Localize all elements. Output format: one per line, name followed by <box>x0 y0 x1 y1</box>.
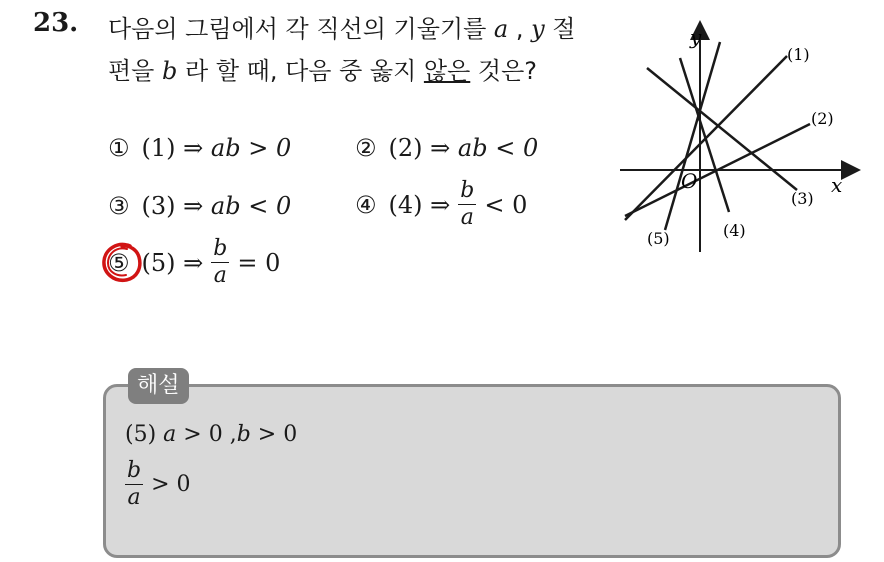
solution-tag: 해설 <box>128 368 189 404</box>
choice-2-number: ② <box>355 134 377 162</box>
question-line1-pre: 다음의 그림에서 각 직선의 기울기를 <box>108 15 494 43</box>
question-line1-post: 절 <box>544 15 576 43</box>
question-line1-mid: , <box>508 15 532 43</box>
origin-label: O <box>681 169 698 193</box>
choice-2-expression: (2) ⇒ ab < 0 <box>388 134 539 162</box>
choice-4-fraction: $\frac{b}{a}$ <box>460 178 475 230</box>
graph-line-5 <box>665 42 720 230</box>
label-line-2: (2) <box>811 109 834 128</box>
answer-mark-circle <box>100 240 144 284</box>
choice-1-number: ① <box>108 134 130 162</box>
choice-1-expression: (1) ⇒ ab > 0 <box>141 134 292 162</box>
label-line-1: (1) <box>787 45 810 64</box>
choice-5-fraction: $\frac{b}{a}$ <box>213 236 228 288</box>
choice-5-number: ⑤ <box>108 248 130 277</box>
question-number: 23. <box>33 8 79 38</box>
solution-line-1: (5) a > 0 ,b > 0 <box>125 422 298 447</box>
question-line2-mid: 라 할 때, 다음 중 옳지 <box>177 57 424 85</box>
label-line-5: (5) <box>647 229 670 248</box>
label-line-4: (4) <box>723 221 746 240</box>
coordinate-graph <box>615 20 865 260</box>
choice-3-expression: (3) ⇒ ab < 0 <box>141 192 292 220</box>
choice-1[interactable] <box>108 134 291 162</box>
question-line-1 <box>108 8 608 50</box>
choice-4-expression: (4) ⇒ $\frac{b}{a}$ < 0 <box>388 178 528 230</box>
var-y: y <box>531 15 545 43</box>
var-a: a <box>493 15 509 43</box>
choice-4-number: ④ <box>355 190 377 219</box>
solution-box <box>103 384 841 558</box>
question-line2-pre: 편을 <box>108 57 162 85</box>
question-line2-post: 것은? <box>470 57 538 85</box>
choice-3-number: ③ <box>108 192 130 220</box>
label-line-3: (3) <box>791 189 814 208</box>
choice-4[interactable] <box>355 180 527 229</box>
y-axis-label: y <box>690 25 702 49</box>
graph-line-3 <box>647 68 797 190</box>
question-line-2 <box>108 50 608 92</box>
x-axis-label: x <box>831 173 843 197</box>
choice-5-expression: (5) ⇒ $\frac{b}{a}$ = 0 <box>141 236 281 288</box>
var-b: b <box>162 57 178 85</box>
underlined-word: 않은 <box>423 57 471 85</box>
solution-line-2: $\frac{b}{a}$ > 0 <box>127 458 191 510</box>
choice-2[interactable] <box>355 134 538 162</box>
solution-fraction: $\frac{b}{a}$ <box>127 458 142 510</box>
question-text <box>108 8 608 92</box>
choice-3[interactable] <box>108 192 291 220</box>
